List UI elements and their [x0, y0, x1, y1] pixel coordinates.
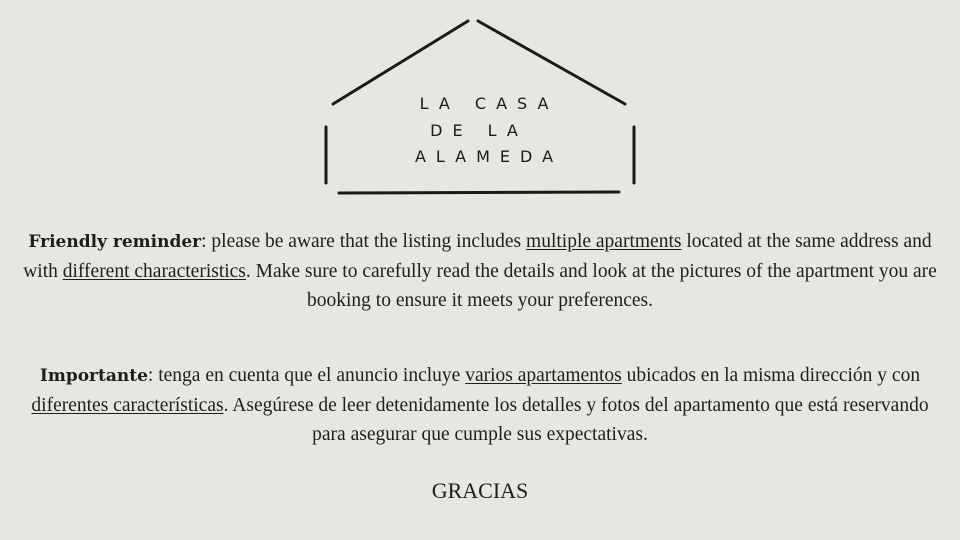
multiple-apartments-emphasis: multiple apartments — [526, 231, 682, 252]
diferentes-caracteristicas-emphasis: diferentes características — [31, 395, 224, 416]
house-logo — [0, 0, 960, 200]
logo-line-2: DE LA — [430, 121, 528, 140]
different-characteristics-emphasis: different characteristics — [62, 261, 246, 282]
spanish-reminder: Importante: tenga en cuenta que el anuncio incluye varios apartamentos ubicados en la misma dirección y con diferentes características. Asegúrese de leer detenidamente los detalles y fotos del apartamento que está reservando para asegurar que cumple sus expectativas. — [31, 365, 929, 445]
logo-line-1: LA CASA — [419, 94, 559, 113]
english-reminder: Friendly reminder: please be aware that the listing includes multiple apartments located at the same address and with different characteristics. Make sure to carefully read the details and look at the pictures of the apartment you are booking to ensure it meets your preferences. — [23, 231, 937, 311]
spanish-label: Importante — [39, 366, 148, 386]
english-label: Friendly reminder — [28, 232, 202, 252]
varios-apartamentos-emphasis: varios apartamentos — [465, 365, 622, 386]
thanks-text: GRACIAS — [431, 478, 529, 503]
logo-line-3: ALAMEDA — [414, 147, 564, 166]
